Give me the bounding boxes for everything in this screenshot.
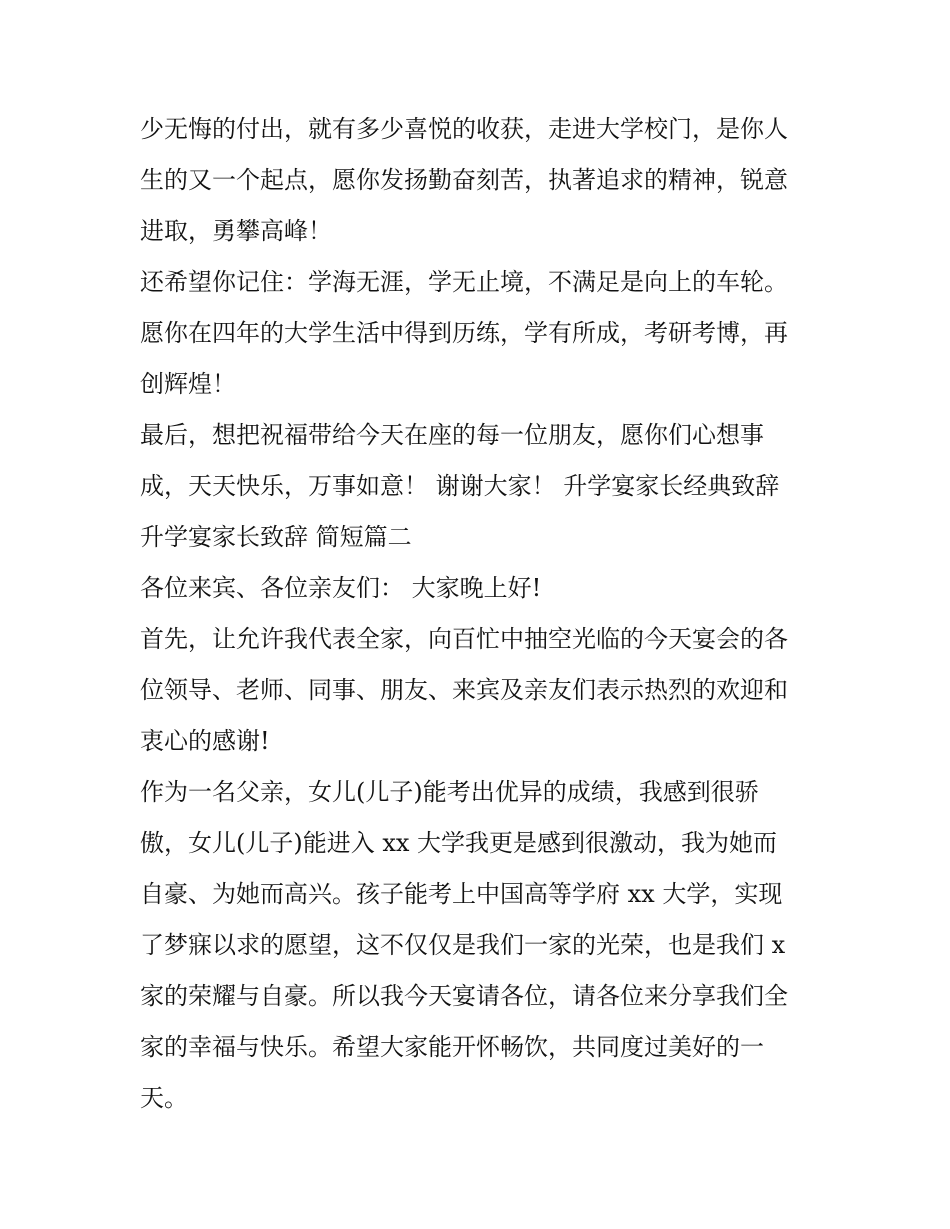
text-line: 自豪、为她而高兴。孩子能考上中国高等学府 xx 大学，实现 xyxy=(140,880,783,908)
text-line: 愿你在四年的大学生活中得到历练，学有所成，考研考博，再 xyxy=(140,319,788,347)
section-heading: 升学宴家长致辞 简短篇二 xyxy=(140,523,412,551)
text-line: 成，天天快乐，万事如意！ 谢谢大家！ 升学宴家长经典致辞 xyxy=(140,472,780,500)
text-line: 家的幸福与快乐。希望大家能开怀畅饮，共同度过美好的一 xyxy=(140,1033,764,1061)
text-line: 衷心的感谢! xyxy=(140,727,270,755)
text-line: 了梦寐以求的愿望，这不仅仅是我们一家的光荣，也是我们 x xyxy=(140,931,786,959)
text-line: 创辉煌！ xyxy=(140,370,236,398)
text-line: 进取，勇攀高峰！ xyxy=(140,217,332,245)
text-line: 最后，想把祝福带给今天在座的每一位朋友，愿你们心想事 xyxy=(140,421,764,449)
text-line: 天。 xyxy=(140,1084,188,1112)
text-line: 还希望你记住：学海无涯，学无止境，不满足是向上的车轮。 xyxy=(140,268,788,296)
text-line: 生的又一个起点，愿你发扬勤奋刻苦，执著追求的精神，锐意 xyxy=(140,166,788,194)
text-line: 各位来宾、各位亲友们： 大家晚上好! xyxy=(140,574,542,602)
text-line: 家的荣耀与自豪。所以我今天宴请各位，请各位来分享我们全 xyxy=(140,982,788,1010)
text-line: 首先，让允许我代表全家，向百忙中抽空光临的今天宴会的各 xyxy=(140,625,788,653)
document-body xyxy=(140,104,820,1124)
text-line: 傲，女儿(儿子)能进入 xx 大学我更是感到很激动，我为她而 xyxy=(140,829,778,857)
text-line: 位领导、老师、同事、朋友、来宾及亲友们表示热烈的欢迎和 xyxy=(140,676,788,704)
text-line: 少无悔的付出，就有多少喜悦的收获，走进大学校门，是你人 xyxy=(140,115,788,143)
text-line: 作为一名父亲，女儿(儿子)能考出优异的成绩，我感到很骄 xyxy=(140,778,759,806)
